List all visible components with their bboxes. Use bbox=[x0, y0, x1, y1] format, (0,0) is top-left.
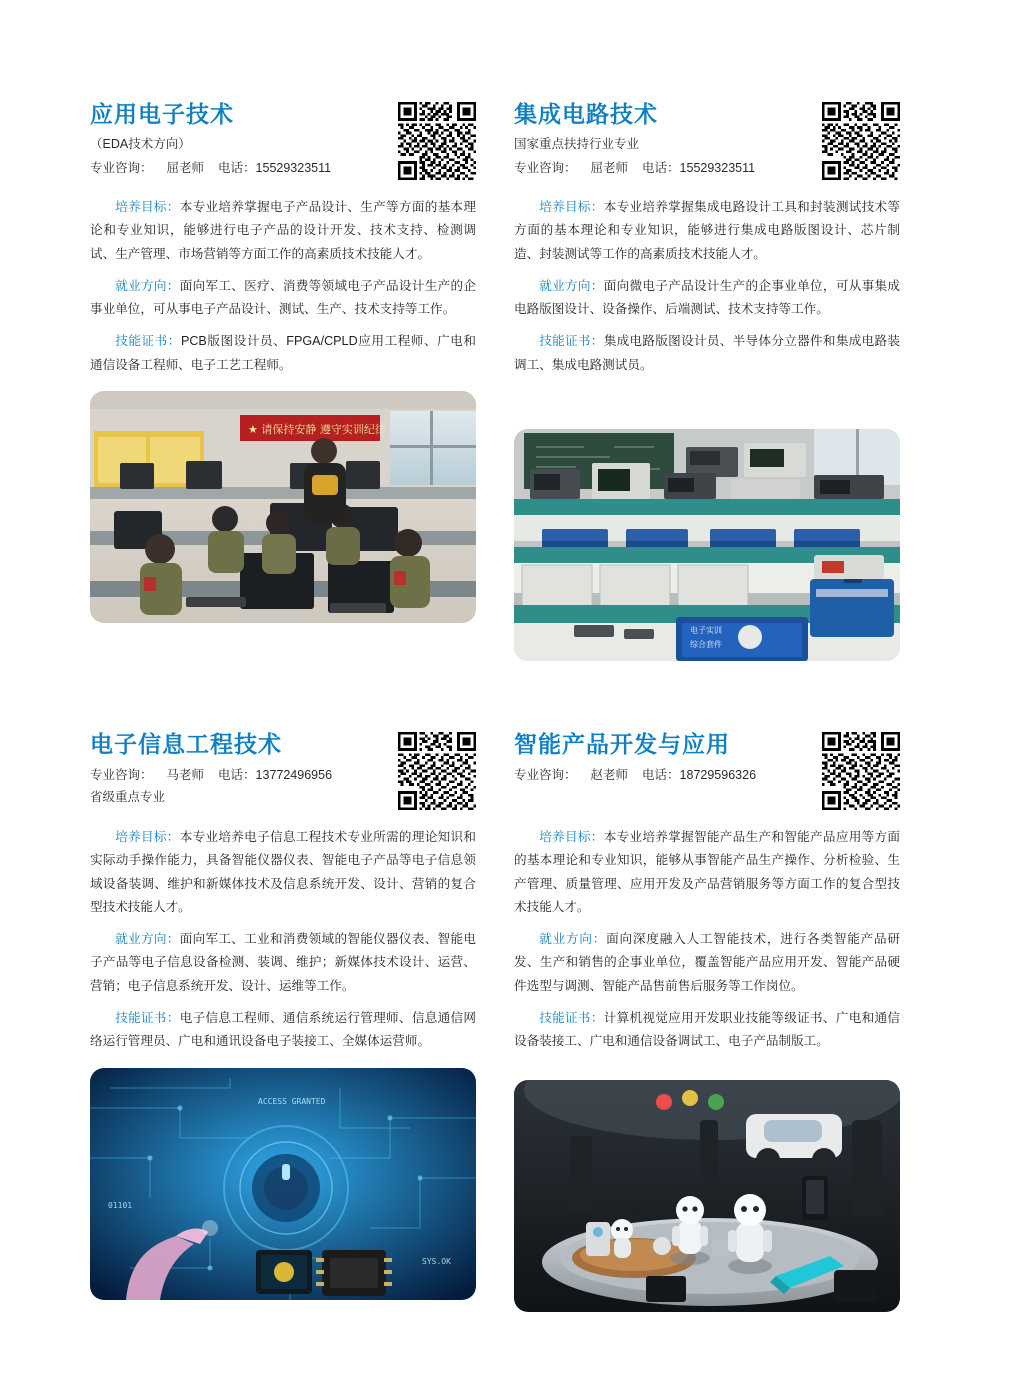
svg-text:SYS.OK: SYS.OK bbox=[422, 1256, 451, 1266]
certificate-paragraph bbox=[90, 1007, 476, 1054]
employment-label: 就业方向： bbox=[539, 932, 607, 947]
certificate-text: 集成电路版图设计员、半导体分立器件和集成电路装调工、集成电路测试员。 bbox=[514, 334, 901, 372]
svg-text:电子实训: 电子实训 bbox=[690, 626, 722, 636]
major-title: 智能产品开发与应用 bbox=[514, 731, 730, 757]
svg-text:综合套件: 综合套件 bbox=[690, 640, 722, 650]
certificate-paragraph bbox=[90, 330, 476, 377]
photo-computer-classroom bbox=[90, 391, 476, 623]
consult-teacher: 屈老师 bbox=[590, 160, 629, 175]
certificate-text: 电子信息工程师、通信系统运行管理师、信息通信网络运行管理员、广电和通讯设备电子装接工、全媒体运营师。 bbox=[90, 1011, 477, 1049]
consult-label: 专业咨询： bbox=[514, 160, 577, 175]
major-body bbox=[514, 196, 900, 377]
employment-text: 面向军工、医疗、消费等领域电子产品设计生产的企事业单位，可从事电子产品设计、测试、生产、技术支持等工作。 bbox=[90, 278, 477, 317]
certificate-paragraph bbox=[514, 1007, 900, 1054]
major-card-electronic-information-engineering-technology bbox=[90, 730, 476, 1300]
consult-teacher: 屈老师 bbox=[166, 160, 205, 175]
employment-text: 面向微电子产品设计生产的企事业单位，可从事集成电路版图设计、设备操作、后端测试、技术支持等工作。 bbox=[514, 278, 901, 317]
training-goal-text: 本专业培养掌握智能产品生产和智能产品应用等方面的基本理论和专业知识，能够从事智能产品生产操作、分析检验、生产管理、质量管理、应用开发及产品营销服务等方面工作的复合型技术技能人才。 bbox=[514, 830, 901, 914]
qr-code-integrated-circuit-technology[interactable] bbox=[822, 102, 900, 180]
employment-label: 就业方向： bbox=[539, 278, 604, 293]
phone-number: 13772496956 bbox=[255, 767, 333, 782]
consult-teacher: 马老师 bbox=[166, 767, 205, 782]
svg-text:01101: 01101 bbox=[108, 1200, 133, 1210]
training-goal-label: 培养目标： bbox=[115, 830, 180, 844]
major-header bbox=[90, 730, 476, 816]
phone-label: 电话： bbox=[218, 767, 256, 782]
major-card-integrated-circuit-technology bbox=[514, 100, 900, 661]
photo-touch-circuit bbox=[90, 1068, 476, 1300]
phone-label: 电话： bbox=[642, 160, 680, 175]
phone-label: 电话： bbox=[642, 767, 680, 782]
certificate-paragraph bbox=[514, 330, 900, 377]
major-body bbox=[90, 196, 476, 377]
employment-text: 面向军工、工业和消费领域的智能仪器仪表、智能电子产品等电子信息设备检测、装调、维护；新媒体技术设计、运营、营销；电子信息系统开发、设计、运维等工作。 bbox=[90, 932, 477, 993]
employment-label: 就业方向： bbox=[115, 278, 180, 293]
consult-label: 专业咨询： bbox=[90, 767, 153, 782]
major-body bbox=[90, 826, 476, 1054]
consult-label: 专业咨询： bbox=[90, 160, 153, 175]
major-header bbox=[90, 100, 476, 186]
major-contact bbox=[514, 765, 794, 785]
certificate-label: 技能证书： bbox=[115, 334, 181, 349]
training-goal-label: 培养目标： bbox=[539, 200, 604, 214]
employment-paragraph bbox=[90, 928, 476, 998]
training-goal-label: 培养目标： bbox=[539, 830, 604, 844]
major-grid bbox=[90, 100, 942, 1300]
svg-text:★ 请保持安静 遵守实训纪律: ★ 请保持安静 遵守实训纪律 bbox=[248, 423, 386, 437]
consult-label: 专业咨询： bbox=[514, 767, 577, 782]
employment-paragraph bbox=[90, 275, 476, 322]
training-goal-text: 本专业培养掌握电子产品设计、生产等方面的基本理论和专业知识，能够进行电子产品的设计开发、技术支持、检测调试、生产管理、市场营销等方面工作的高素质技术技能人才。 bbox=[90, 200, 477, 261]
training-goal-paragraph bbox=[90, 196, 476, 266]
employment-text: 面向深度融入人工智能技术，进行各类智能产品研发、生产和销售的企事业单位，覆盖智能产品应用开发、智能产品硬件选型与调测、智能产品售前售后服务等工作岗位。 bbox=[514, 932, 901, 993]
training-goal-text: 本专业培养电子信息工程技术专业所需的理论知识和实际动手操作能力，具备智能仪器仪表、智能电子产品等电子信息领域设备装调、维护和新媒体技术及信息系统开发、设计、营销的复合型技术技能人才。 bbox=[90, 830, 477, 914]
phone-number: 18729596326 bbox=[679, 767, 757, 782]
photo-smart-products bbox=[514, 1080, 900, 1312]
certificate-text: PCB版图设计员、FPGA/CPLD应用工程师、广电和通信设备工程师、电子工艺工程师。 bbox=[90, 334, 477, 372]
major-contact bbox=[90, 765, 370, 785]
employment-label: 就业方向： bbox=[115, 932, 180, 947]
phone-number: 15529323511 bbox=[255, 160, 332, 175]
phone-number: 15529323511 bbox=[679, 160, 756, 175]
qr-code-applied-electronic-technology[interactable] bbox=[398, 102, 476, 180]
training-goal-paragraph bbox=[90, 826, 476, 919]
svg-text:ACCESS GRANTED: ACCESS GRANTED bbox=[258, 1096, 326, 1106]
training-goal-paragraph bbox=[514, 196, 900, 266]
major-title: 集成电路技术 bbox=[514, 101, 658, 127]
photo-electronics-lab bbox=[514, 429, 900, 661]
employment-paragraph bbox=[514, 928, 900, 998]
major-body bbox=[514, 826, 900, 1054]
major-extra-note: 省级重点专业 bbox=[90, 789, 166, 804]
major-title: 应用电子技术 bbox=[90, 101, 234, 127]
major-header bbox=[514, 730, 900, 816]
certificate-label: 技能证书： bbox=[539, 1011, 604, 1026]
major-card-intelligent-product-development-application bbox=[514, 730, 900, 1312]
major-title: 电子信息工程技术 bbox=[90, 731, 282, 757]
consult-teacher: 赵老师 bbox=[590, 767, 629, 782]
certificate-text: 计算机视觉应用开发职业技能等级证书、广电和通信设备装接工、广电和通信设备调试工、电子产品制版工。 bbox=[514, 1011, 901, 1049]
major-card-applied-electronic-technology bbox=[90, 100, 476, 623]
major-contact bbox=[514, 158, 794, 178]
certificate-label: 技能证书： bbox=[115, 1011, 180, 1026]
training-goal-label: 培养目标： bbox=[115, 200, 180, 214]
major-subtitle: （EDA技术方向） bbox=[90, 136, 191, 151]
employment-paragraph bbox=[514, 275, 900, 322]
phone-label: 电话： bbox=[218, 160, 256, 175]
major-header bbox=[514, 100, 900, 186]
training-goal-paragraph bbox=[514, 826, 900, 919]
qr-code-electronic-information-engineering-technology[interactable] bbox=[398, 732, 476, 810]
major-subtitle: 国家重点扶持行业专业 bbox=[514, 136, 640, 151]
qr-code-intelligent-product-development-application[interactable] bbox=[822, 732, 900, 810]
major-contact bbox=[90, 158, 370, 178]
certificate-label: 技能证书： bbox=[539, 334, 604, 349]
training-goal-text: 本专业培养掌握集成电路设计工具和封装测试技术等方面的基本理论和专业知识，能够进行集成电路版图设计、芯片制造、封装测试等工作的高素质技术技能人才。 bbox=[514, 200, 901, 261]
